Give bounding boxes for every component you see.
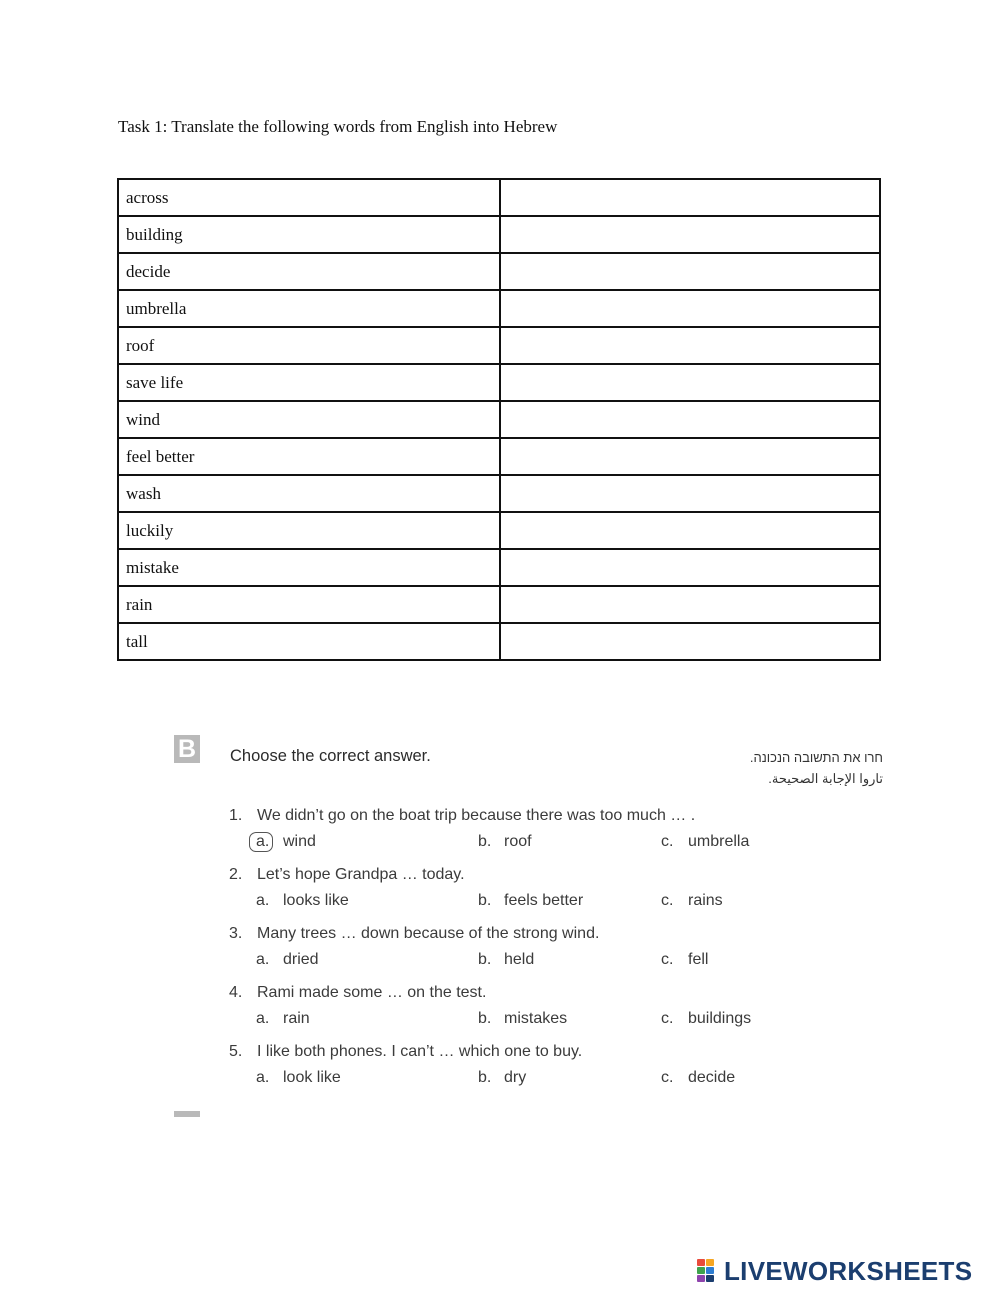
vocab-row (118, 475, 880, 512)
question-number: 5. (229, 1043, 243, 1060)
option-letter[interactable]: b. (478, 833, 492, 850)
option-letter[interactable]: b. (478, 1069, 492, 1086)
vocab-word: mistake (118, 549, 500, 586)
option-word[interactable]: rain (283, 1010, 310, 1027)
vocab-word: luckily (118, 512, 500, 549)
logo-block (697, 1275, 705, 1282)
vocab-word: building (118, 216, 500, 253)
vocab-word: across (118, 179, 500, 216)
translation-input[interactable] (500, 364, 880, 401)
translation-input[interactable] (500, 216, 880, 253)
logo-block (697, 1259, 705, 1266)
option-letter[interactable]: a. (256, 833, 270, 850)
vocab-row (118, 623, 880, 660)
question-text: Many trees … down because of the strong wind. (257, 925, 600, 942)
translation-input[interactable] (500, 438, 880, 475)
vocab-row (118, 401, 880, 438)
option-word[interactable]: held (504, 951, 535, 968)
logo-blocks-icon (697, 1259, 723, 1283)
section-title: Choose the correct answer. (230, 747, 431, 765)
next-section-badge (174, 1111, 200, 1117)
vocab-row (118, 512, 880, 549)
vocab-word: save life (118, 364, 500, 401)
option-letter[interactable]: a. (256, 951, 270, 968)
task-title: Task 1: Translate the following words from English into Hebrew (118, 117, 558, 136)
option-word[interactable]: umbrella (688, 833, 750, 850)
question-number: 2. (229, 866, 243, 883)
vocab-word: umbrella (118, 290, 500, 327)
instruction-arabic: تاروا الإجابة الصحيحة. (768, 771, 883, 786)
vocab-word: decide (118, 253, 500, 290)
vocab-word: rain (118, 586, 500, 623)
option-word[interactable]: rains (688, 892, 723, 909)
vocab-row (118, 253, 880, 290)
question-number: 3. (229, 925, 243, 942)
option-letter[interactable]: b. (478, 1010, 492, 1027)
logo-block (697, 1267, 705, 1274)
option-letter[interactable]: a. (256, 1069, 270, 1086)
vocab-row (118, 438, 880, 475)
option-word[interactable]: roof (504, 833, 532, 850)
translation-input[interactable] (500, 549, 880, 586)
question-text: Rami made some … on the test. (257, 984, 487, 1001)
translation-input[interactable] (500, 401, 880, 438)
option-word[interactable]: buildings (688, 1010, 752, 1027)
option-word[interactable]: dried (283, 951, 319, 968)
vocab-row (118, 327, 880, 364)
section-badge: B (174, 735, 200, 763)
vocab-table (117, 178, 881, 661)
option-word[interactable]: fell (688, 951, 709, 968)
vocab-row (118, 586, 880, 623)
option-letter[interactable]: b. (478, 892, 492, 909)
translation-input[interactable] (500, 253, 880, 290)
logo-block (706, 1275, 714, 1282)
question-number: 4. (229, 984, 243, 1001)
translation-input[interactable] (500, 475, 880, 512)
vocab-word: feel better (118, 438, 500, 475)
vocab-row (118, 364, 880, 401)
translation-input[interactable] (500, 512, 880, 549)
translation-input[interactable] (500, 623, 880, 660)
vocab-row (118, 179, 880, 216)
vocab-word: tall (118, 623, 500, 660)
option-word[interactable]: feels better (504, 892, 584, 909)
vocab-word: wash (118, 475, 500, 512)
vocab-word: roof (118, 327, 500, 364)
translation-input[interactable] (500, 179, 880, 216)
vocab-row (118, 549, 880, 586)
vocab-row (118, 216, 880, 253)
option-word[interactable]: looks like (283, 892, 349, 909)
option-letter[interactable]: b. (478, 951, 492, 968)
option-letter[interactable]: a. (256, 1010, 270, 1027)
translation-input[interactable] (500, 327, 880, 364)
logo-text: LIVEWORKSHEETS (724, 1256, 973, 1286)
vocab-word: wind (118, 401, 500, 438)
option-word[interactable]: look like (283, 1069, 341, 1086)
option-letter[interactable]: c. (661, 833, 674, 850)
translation-input[interactable] (500, 290, 880, 327)
instruction-hebrew: חרו את התשובה הנכונה. (749, 750, 883, 765)
vocab-row (118, 290, 880, 327)
question-text: Let’s hope Grandpa … today. (257, 866, 465, 883)
option-letter[interactable]: c. (661, 951, 674, 968)
option-letter[interactable]: c. (661, 1010, 674, 1027)
option-letter[interactable]: c. (661, 892, 674, 909)
option-word[interactable]: mistakes (504, 1010, 568, 1027)
question-number: 1. (229, 807, 243, 824)
option-word[interactable]: dry (504, 1069, 527, 1086)
logo-block (706, 1267, 714, 1274)
option-letter[interactable]: c. (661, 1069, 674, 1086)
option-letter[interactable]: a. (256, 892, 270, 909)
question-text: We didn’t go on the boat trip because there was too much … . (257, 807, 696, 824)
option-word[interactable]: wind (283, 833, 316, 850)
question-text: I like both phones. I can’t … which one to buy. (257, 1043, 583, 1060)
logo-block (706, 1259, 714, 1266)
translation-input[interactable] (500, 586, 880, 623)
option-word[interactable]: decide (688, 1069, 736, 1086)
